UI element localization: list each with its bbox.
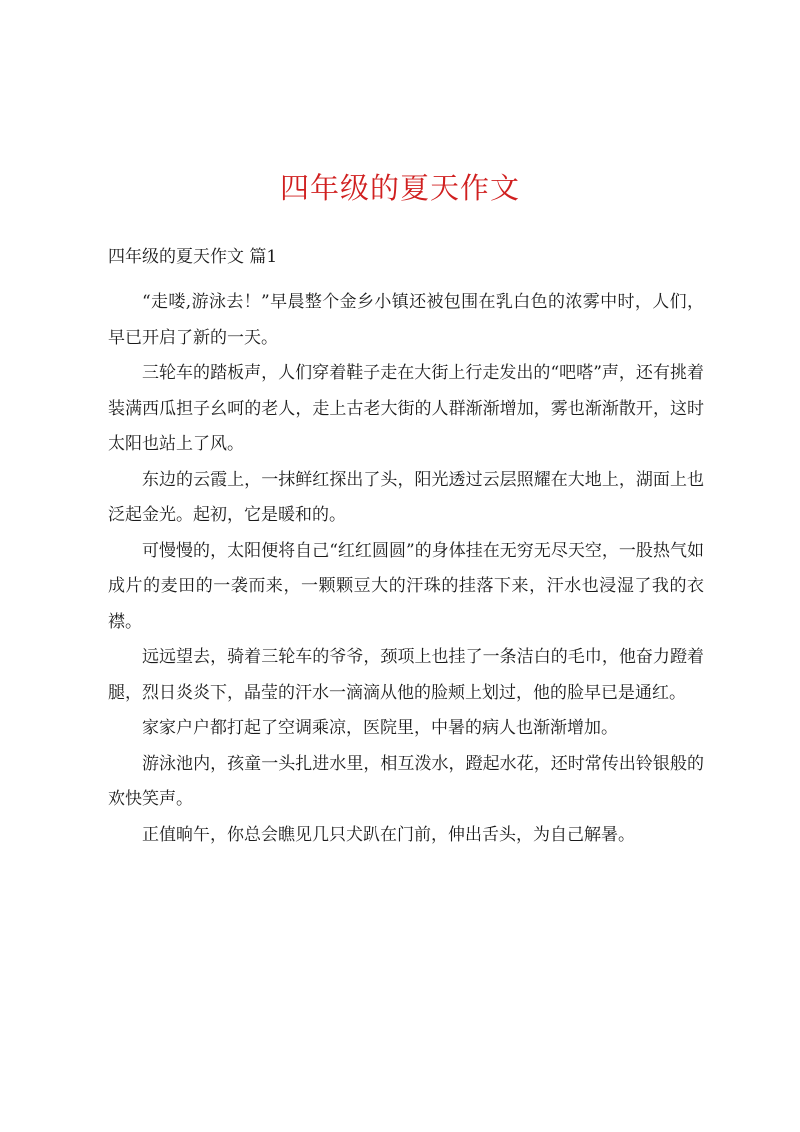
essay-body: [108, 285, 704, 853]
paragraph: “走喽,游泳去！”早晨整个金乡小镇还被包围在乳白色的浓雾中时，人们，早已开启了新的一天。: [108, 292, 704, 348]
paragraph: 游泳池内，孩童一头扎进水里，相互泼水，蹬起水花，还时常传出铃银般的欢快笑声。: [108, 753, 704, 809]
paragraph: 可慢慢的，太阳便将自己“红红圆圆”的身体挂在无穷无尽天空，一股热气如成片的麦田的一袭而来，一颗颗豆大的汗珠的挂落下来，汗水也浸湿了我的衣襟。: [108, 540, 704, 632]
paragraph: 家家户户都打起了空调乘凉，医院里，中暑的病人也渐渐增加。: [142, 718, 618, 738]
paragraph: 正值晌午，你总会瞧见几只犬趴在门前，伸出舌头，为自己解暑。: [142, 824, 635, 845]
section-heading: 四年级的夏天作文 篇1: [108, 247, 278, 267]
paragraph: 远远望去，骑着三轮车的爷爷，颈项上也挂了一条洁白的毛巾，他奋力蹬着腿，烈日炎炎下，晶莹的汗水一滴滴从他的脸颊上划过，他的脸早已是通红。: [108, 647, 704, 703]
paragraph: 东边的云霞上，一抹鲜红探出了头，阳光透过云层照耀在大地上，湖面上也泛起金光。起初，它是暖和的。: [108, 469, 704, 525]
page-title: 四年级的夏天作文: [279, 171, 520, 205]
paragraph: 三轮车的踏板声，人们穿着鞋子走在大街上行走发出的“吧嗒”声，还有挑着装满西瓜担子幺呵的老人，走上古老大街的人群渐渐增加，雾也渐渐散开，这时太阳也站上了风。: [108, 363, 704, 454]
